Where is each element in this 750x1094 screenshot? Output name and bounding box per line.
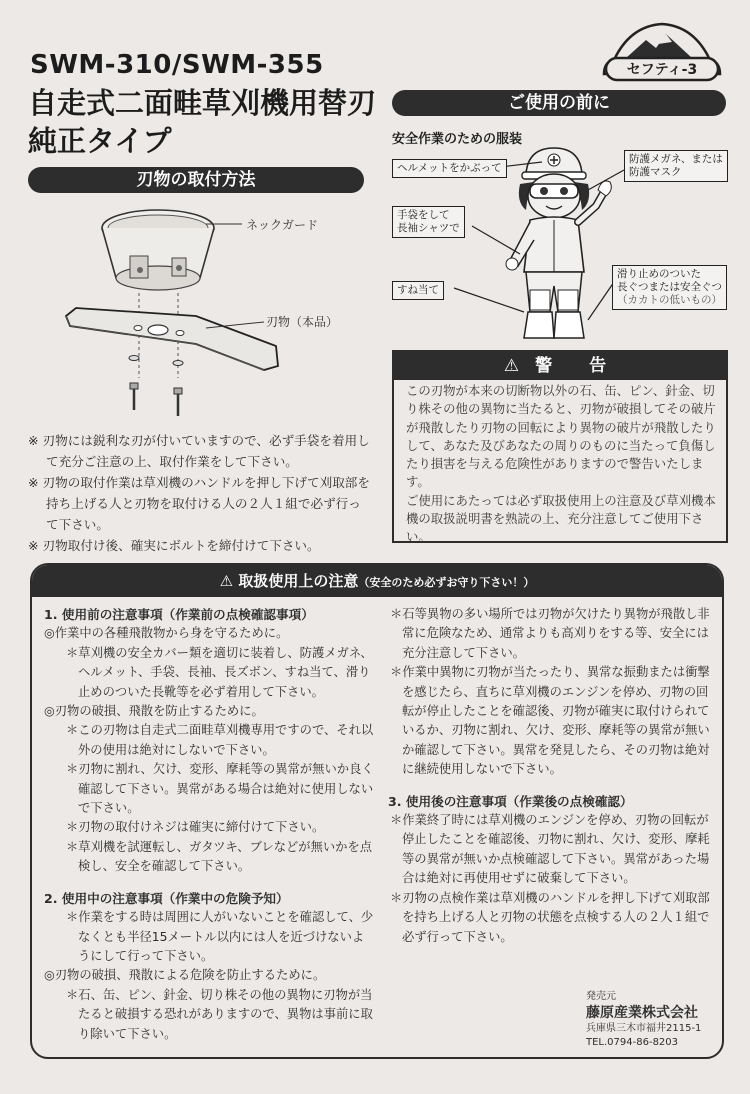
install-note: ※ 刃物には鋭利な刃が付いていますので、必ず手袋を着用して充分ご注意の上、取付作業をして下さい。 <box>28 433 370 469</box>
callout-boots-text: 長ぐつまたは安全ぐつ <box>617 281 722 293</box>
warning-paragraph: ご使用にあたっては必ず取扱使用上の注意及び草刈機本機の取扱説明書を熟読の上、充分注意してご使用下さい。 <box>406 492 716 545</box>
precaution-item: ＊作業をする時は周囲に人がいないことを確認して、少なくとも半径15メートル以内には人を近づけないようにして行って下さい。 <box>66 910 374 963</box>
company-address: 兵庫県三木市福井2115-1 <box>586 1023 702 1034</box>
warning-heading-text: 警 告 <box>535 356 617 376</box>
section-title: 1. 使用前の注意事項（作業前の点検確認事項） <box>44 607 314 622</box>
callout-shin-text: すね当て <box>397 284 439 296</box>
warning-heading <box>394 352 726 380</box>
precaution-item: ＊作業中異物に刃物が当たったり、異常な振動または衝撃を感じたら、直ちに草刈機のエンジンを停め、刃物の回転が停止したことを確認後、刃物が確実に取付けられているか、刃物に割れ、欠け、変形、摩耗等の異常が無いか確認して下さい。異常を発見したら、その刃物は絶対に継続使用しないで下さい。 <box>390 665 710 777</box>
blade-label: 刃物（本品） <box>266 315 339 329</box>
callout-goggles-text: 防護マスク <box>629 166 682 178</box>
section-intro: ◎作業中の各種飛散物から身を守るために。 <box>44 626 289 641</box>
callout-gloves-text: 手袋をして <box>397 209 450 221</box>
distributor-info <box>586 990 701 1050</box>
warning-box <box>392 350 728 543</box>
precaution-item: ＊刃物に割れ、欠け、変形、摩耗等の異常が無いか良く確認して下さい。異常がある場合は絶対に使用しないで下さい。 <box>66 762 374 816</box>
warning-triangle-icon: ⚠ <box>503 356 520 376</box>
handling-heading <box>32 565 722 597</box>
callout-boots-note: （カカトの低いもの） <box>617 294 722 306</box>
company-phone: TEL.0794-86-8203 <box>586 1037 679 1048</box>
section-intro: ◎刃物の破損、飛散を防止するために。 <box>44 704 264 719</box>
install-note: ※ 刃物の取付作業は草刈機のハンドルを押し下げて刈取部を持ち上げる人と刃物を取付ける人の２人１組で必ず行って下さい。 <box>28 475 370 532</box>
section-title: 3. 使用後の注意事項（作業後の点検確認） <box>388 793 633 809</box>
handling-right-column <box>388 605 716 947</box>
install-heading: 刃物の取付方法 <box>28 167 364 193</box>
neck-guard-label: ネックガード <box>246 218 319 232</box>
callout-gloves-text: 長袖シャツで <box>397 222 460 234</box>
product-title-line1: 自走式二面畦草刈機用替刃 <box>28 86 377 120</box>
handling-left-column <box>44 605 376 1044</box>
logo-text: セフティ-3 <box>626 62 698 78</box>
safety-logo <box>600 20 724 84</box>
section-intro: ◎刃物の破損、飛散による危険を防止するために。 <box>44 968 326 983</box>
model-number: SWM-310/SWM-355 <box>30 50 324 80</box>
precaution-item: ＊石、缶、ピン、針金、切り株その他の異物に刃物が当たると破損する恐れがありますので、異物は事前に取り除いて下さい。 <box>66 987 373 1041</box>
callout-helmet-text: ヘルメットをかぶって <box>397 162 502 174</box>
warning-paragraph: この刃物が本来の切断物以外の石、缶、ピン、針金、切り株その他の異物に当たると、刃物が破損してその破片が飛散したり刃物の回転により異物の破片が飛散したりして、あなた及びあなたの周りのものに当たって負傷したり損害を与える危険性がありますので警告いたします。 <box>406 383 716 490</box>
precaution-item: ＊作業終了時には草刈機のエンジンを停め、刃物の回転が停止したことを確認後、刃物に割れ、欠け、変形、摩耗等の異常が無いか点検確認して下さい。異常があった場合は絶対に再使用せずに破棄して下さい。 <box>390 813 710 886</box>
callout-gloves <box>392 206 465 238</box>
warning-triangle-icon: ⚠ <box>219 572 234 590</box>
distributor-label: 発売元 <box>586 991 616 1002</box>
handling-heading-text: 取扱使用上の注意 <box>238 572 359 590</box>
handling-subheading: （安全のため必ずお守り下さい！） <box>358 576 535 589</box>
install-notes <box>28 430 373 556</box>
callout-goggles-text: 防護メガネ、または <box>629 153 723 165</box>
company-name: 藤原産業株式会社 <box>586 1005 698 1021</box>
precaution-item: ＊刃物の取付けネジは確実に締付けて下さい。 <box>66 820 325 835</box>
callout-goggles <box>624 150 728 182</box>
warning-body <box>394 380 726 547</box>
section-title: 2. 使用中の注意事項（作業中の危険予知） <box>44 890 289 906</box>
callout-shin-guard <box>392 281 444 300</box>
product-title <box>28 84 378 160</box>
precaution-item: ＊石等異物の多い場所では刃物が欠けたり異物が飛散し非常に危険なため、通常よりも高刈りをする等、安全には充分注意して下さい。 <box>390 607 710 660</box>
precaution-item: ＊この刃物は自走式二面畦草刈機専用ですので、それ以外の使用は絶対にしないで下さい。 <box>66 723 374 757</box>
precaution-item: ＊草刈機を試運転し、ガタツキ、ブレなどが無いかを点検し、安全を確認して下さい。 <box>66 839 373 874</box>
callout-boots-text: 滑り止めのついた <box>617 268 701 280</box>
before-use-heading: ご使用の前に <box>392 90 726 116</box>
product-title-line2: 純正タイプ <box>28 124 172 158</box>
install-note: ※ 刃物取付け後、確実にボルトを締付けて下さい。 <box>28 538 320 553</box>
clothing-title: 安全作業のための服装 <box>392 132 523 147</box>
handling-precautions-box <box>30 563 724 1059</box>
precaution-item: ＊刃物の点検作業は草刈機のハンドルを押し下げて刈取部を持ち上げる人と刃物の状態を点検する人の２人１組で必ず行って下さい。 <box>390 890 710 944</box>
callout-boots <box>612 265 727 310</box>
callout-helmet <box>392 159 507 178</box>
precaution-item: ＊草刈機の安全カバー類を適切に装着し、防護メガネ、ヘルメット、手袋、長袖、長ズボン、すね当て、滑り止めのついた長靴等を必ず着用して下さい。 <box>66 645 373 699</box>
blade-installation-diagram <box>56 198 366 423</box>
